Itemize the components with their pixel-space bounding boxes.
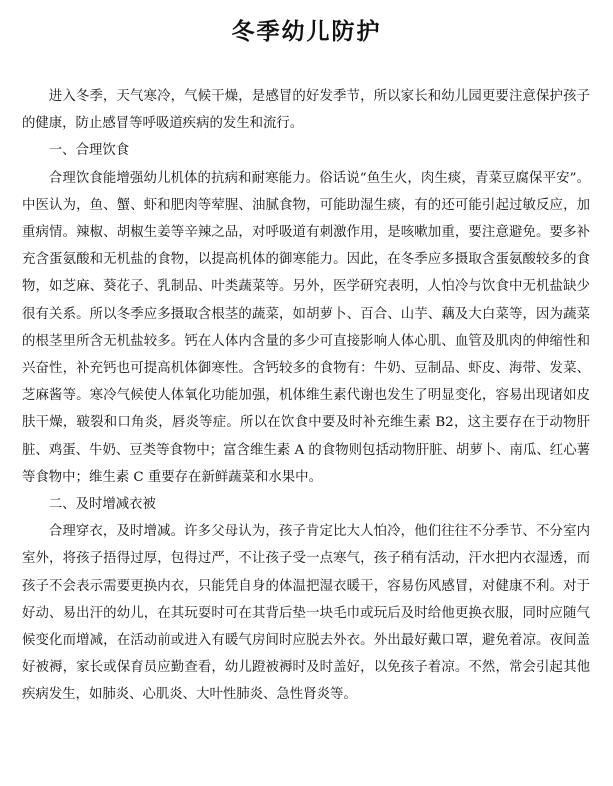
intro-paragraph: 进入冬季，天气寒冷，气候干燥，是感冒的好发季节，所以家长和幼儿园更要注意保护孩子的健康，防止感冒等呼吸道疾病的发生和流行。 xyxy=(22,89,590,132)
section-heading-diet: 一、合理饮食 xyxy=(48,143,130,159)
document-body xyxy=(22,83,590,709)
section-heading-clothing: 二、及时增减衣被 xyxy=(48,497,156,513)
section-paragraph-clothing: 合理穿衣，及时增减。许多父母认为，孩子肯定比大人怕冷，他们往往不分季节、不分室内室外，将孩子捂得过厚，包得过严，不让孩子受一点寒气，孩子稍有活动，汗水把内衣湿透，而孩子不会表示需要更换内衣，只能凭自身的体温把湿衣暖干，容易伤风感冒，对健康不利。对于好动、易出汗的幼儿，在其玩耍时可在其背后垫一块毛巾或玩后及时给他更换衣服，同时应随气候变化而增减，在活动前或进入有暖气房间时应脱去外衣。外出最好戴口罩，避免着凉。夜间盖好被褥，家长或保育员应勤查看，幼儿蹬被褥时及时盖好，以免孩子着凉。不然，常会引起其他疾病发生，如肺炎、心肌炎、大叶性肺炎、急性肾炎等。 xyxy=(22,524,590,703)
section-paragraph-diet: 合理饮食能增强幼儿机体的抗病和耐寒能力。俗话说“鱼生火，肉生痰，青菜豆腐保平安”。中医认为，鱼、蟹、虾和肥肉等荤腥、油腻食物，可能助湿生痰，有的还可能引起过敏反应，加重病情。辣椒、胡椒生姜等辛辣之品，对呼吸道有刺激作用，是咳嗽加重，要注意避免。要多补充含蛋氨酸和无机盐的食物，以提高机体的御寒能力。因此，在冬季应多摄取含蛋氨酸较多的食物，如芝麻、葵花子、乳制品、叶类蔬菜等。另外，医学研究表明，人怕冷与饮食中无机盐缺少很有关系。所以冬季应多摄取含根茎的蔬菜，如胡萝卜、百合、山芋、藕及大白菜等，因为蔬菜的根茎里所含无机盐较多。钙在人体内含量的多少可直接影响人体心肌、血管及肌肉的伸缩性和兴奋性，补充钙也可提高机体御寒性。含钙较多的食物有：牛奶、豆制品、虾皮、海带、发菜、芝麻酱等。寒冷气候使人体氧化功能加强，机体维生素代谢也发生了明显变化，容易出现诸如皮肤干燥，皲裂和口角炎，唇炎等症。所以在饮食中要及时补充维生素 B2，这主要存在于动物肝脏、鸡蛋、牛奶、豆类等食物中；富含维生素 A 的食物则包括动物肝脏、胡萝卜、南瓜、红心薯等食物中；维生素 C 重要存在新鲜蔬菜和水果中。 xyxy=(22,170,590,485)
page-title: 冬季幼儿防护 xyxy=(231,19,382,45)
